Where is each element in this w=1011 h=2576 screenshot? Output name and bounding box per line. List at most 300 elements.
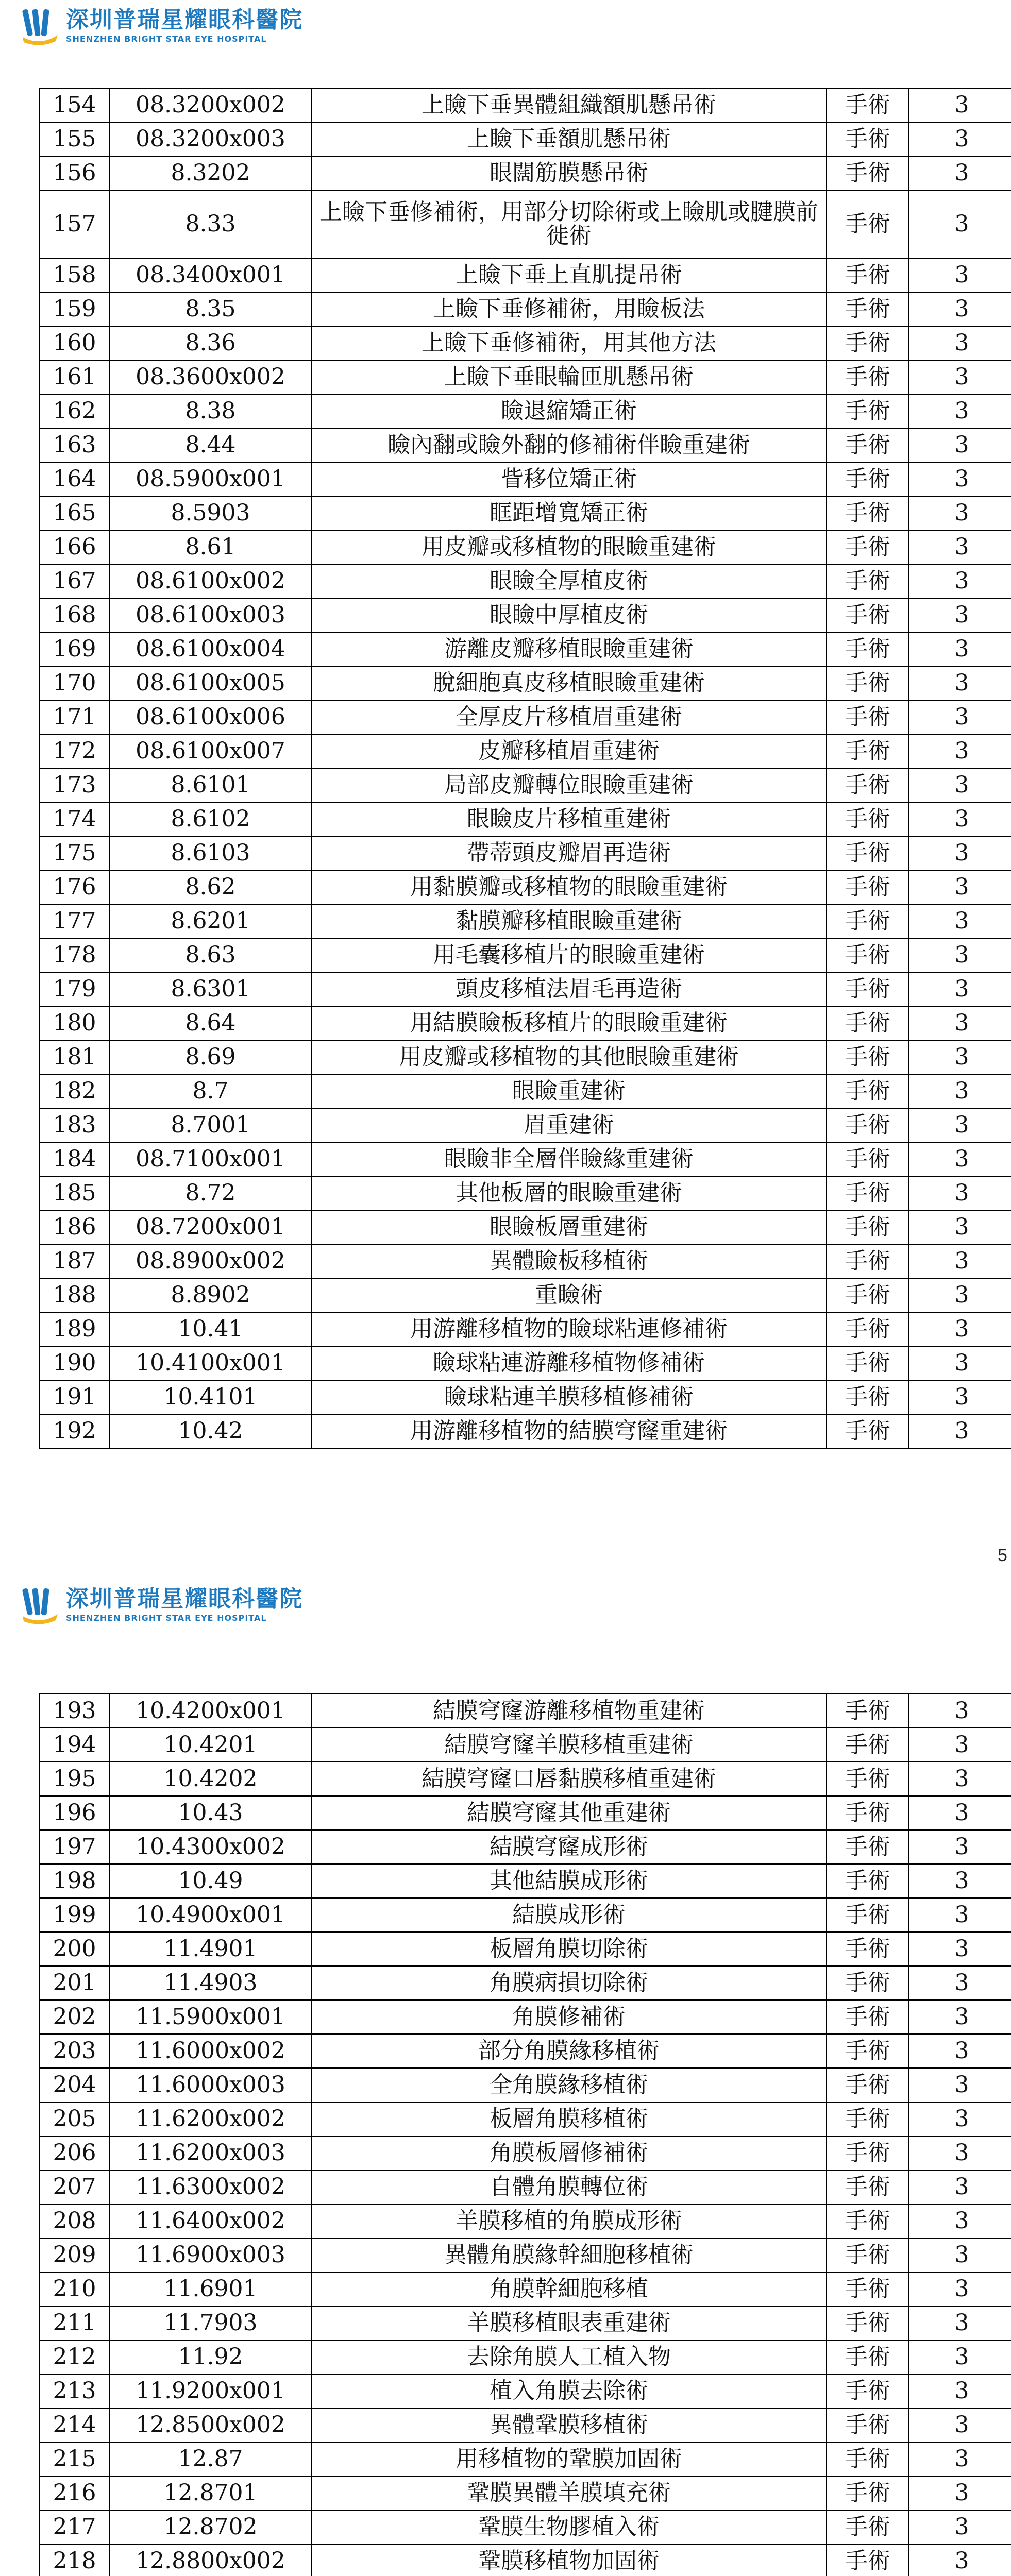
- procedure-name-cell: 眼瞼非全層伴瞼緣重建術: [311, 1142, 827, 1176]
- procedure-name-cell: 植入角膜去除術: [311, 2374, 827, 2408]
- procedure-code-cell: 11.6400x002: [110, 2204, 311, 2238]
- procedure-code-cell: 10.4900x001: [110, 1898, 311, 1932]
- table-row: [39, 972, 1011, 1006]
- grade-cell: 3: [909, 190, 1011, 258]
- grade-cell: 3: [909, 734, 1011, 768]
- procedure-name-cell: 上瞼下垂上直肌提吊術: [311, 258, 827, 292]
- row-number-cell: 202: [39, 2000, 110, 2034]
- table-row: [39, 1346, 1011, 1380]
- category-cell: 手術: [827, 496, 909, 530]
- procedure-name-cell: 板層角膜移植術: [311, 2102, 827, 2136]
- table-row: [39, 122, 1011, 156]
- grade-cell: 3: [909, 156, 1011, 190]
- grade-cell: 3: [909, 1244, 1011, 1278]
- table-row: [39, 2272, 1011, 2306]
- category-cell: 手術: [827, 2000, 909, 2034]
- procedure-name-cell: 眼闊筋膜懸吊術: [311, 156, 827, 190]
- category-cell: 手術: [827, 1040, 909, 1074]
- category-cell: 手術: [827, 1074, 909, 1108]
- procedure-code-cell: 12.8701: [110, 2476, 311, 2510]
- grade-cell: 3: [909, 1966, 1011, 2000]
- category-cell: 手術: [827, 1898, 909, 1932]
- row-number-cell: 156: [39, 156, 110, 190]
- procedure-name-cell: 異體鞏膜移植術: [311, 2408, 827, 2442]
- category-cell: 手術: [827, 836, 909, 870]
- table-row: [39, 700, 1011, 734]
- procedure-name-cell: 全厚皮片移植眉重建術: [311, 700, 827, 734]
- table-row: [39, 904, 1011, 938]
- grade-cell: 3: [909, 1694, 1011, 1728]
- table-row: [39, 1864, 1011, 1898]
- category-cell: 手術: [827, 258, 909, 292]
- category-cell: 手術: [827, 734, 909, 768]
- row-number-cell: 201: [39, 1966, 110, 2000]
- procedure-code-cell: 12.8800x002: [110, 2544, 311, 2576]
- procedure-code-cell: 08.6100x004: [110, 632, 311, 666]
- row-number-cell: 177: [39, 904, 110, 938]
- grade-cell: 3: [909, 2204, 1011, 2238]
- category-cell: 手術: [827, 428, 909, 462]
- row-number-cell: 198: [39, 1864, 110, 1898]
- grade-cell: 3: [909, 1932, 1011, 1966]
- table-row: [39, 632, 1011, 666]
- row-number-cell: 186: [39, 1210, 110, 1244]
- category-cell: 手術: [827, 2408, 909, 2442]
- row-number-cell: 171: [39, 700, 110, 734]
- row-number-cell: 193: [39, 1694, 110, 1728]
- procedure-name-cell: 頭皮移植法眉毛再造術: [311, 972, 827, 1006]
- grade-cell: 3: [909, 564, 1011, 598]
- category-cell: 手術: [827, 88, 909, 122]
- table-row: [39, 1244, 1011, 1278]
- procedure-code-cell: 10.4101: [110, 1380, 311, 1414]
- grade-cell: 3: [909, 2238, 1011, 2272]
- procedure-code-cell: 8.7001: [110, 1108, 311, 1142]
- grade-cell: 3: [909, 802, 1011, 836]
- table-row: [39, 2306, 1011, 2340]
- table-row: [39, 734, 1011, 768]
- procedure-name-cell: 自體角膜轉位術: [311, 2170, 827, 2204]
- category-cell: 手術: [827, 156, 909, 190]
- logo-mark-icon: [20, 5, 61, 46]
- table-row: [39, 1176, 1011, 1210]
- grade-cell: 3: [909, 2102, 1011, 2136]
- grade-cell: 3: [909, 326, 1011, 360]
- procedure-code-cell: 8.7: [110, 1074, 311, 1108]
- table-row: [39, 1006, 1011, 1040]
- procedure-name-cell: 角膜修補術: [311, 2000, 827, 2034]
- procedure-code-cell: 8.6103: [110, 836, 311, 870]
- procedure-name-cell: 眉重建術: [311, 1108, 827, 1142]
- table-row: [39, 156, 1011, 190]
- procedure-name-cell: 上瞼下垂修補術，用其他方法: [311, 326, 827, 360]
- table-row: [39, 1898, 1011, 1932]
- row-number-cell: 181: [39, 1040, 110, 1074]
- procedure-code-cell: 12.87: [110, 2442, 311, 2476]
- category-cell: 手術: [827, 564, 909, 598]
- row-number-cell: 158: [39, 258, 110, 292]
- procedure-code-cell: 10.4300x002: [110, 1830, 311, 1864]
- grade-cell: 3: [909, 2340, 1011, 2374]
- table-row: [39, 1380, 1011, 1414]
- grade-cell: 3: [909, 88, 1011, 122]
- category-cell: 手術: [827, 1864, 909, 1898]
- procedure-code-cell: 08.7200x001: [110, 1210, 311, 1244]
- grade-cell: 3: [909, 530, 1011, 564]
- grade-cell: 3: [909, 666, 1011, 700]
- table-row: [39, 1694, 1011, 1728]
- category-cell: 手術: [827, 1796, 909, 1830]
- category-cell: 手術: [827, 2102, 909, 2136]
- table-row: [39, 2034, 1011, 2068]
- table-row: [39, 1278, 1011, 1312]
- procedure-name-cell: 結膜穹窿游離移植物重建術: [311, 1694, 827, 1728]
- category-cell: 手術: [827, 1176, 909, 1210]
- procedure-name-cell: 其他結膜成形術: [311, 1864, 827, 1898]
- procedure-code-cell: 8.62: [110, 870, 311, 904]
- row-number-cell: 179: [39, 972, 110, 1006]
- row-number-cell: 185: [39, 1176, 110, 1210]
- table-row: [39, 2442, 1011, 2476]
- page-number: 5: [998, 1546, 1007, 1565]
- category-cell: 手術: [827, 2204, 909, 2238]
- grade-cell: 3: [909, 2544, 1011, 2576]
- row-number-cell: 199: [39, 1898, 110, 1932]
- table-row: [39, 870, 1011, 904]
- grade-cell: 3: [909, 1142, 1011, 1176]
- grade-cell: 3: [909, 2068, 1011, 2102]
- procedure-code-cell: 11.6200x003: [110, 2136, 311, 2170]
- category-cell: 手術: [827, 1932, 909, 1966]
- row-number-cell: 209: [39, 2238, 110, 2272]
- table-row: [39, 2204, 1011, 2238]
- row-number-cell: 191: [39, 1380, 110, 1414]
- row-number-cell: 197: [39, 1830, 110, 1864]
- table-row: [39, 2408, 1011, 2442]
- table-row: [39, 1074, 1011, 1108]
- row-number-cell: 214: [39, 2408, 110, 2442]
- procedure-code-cell: 08.3400x001: [110, 258, 311, 292]
- procedure-code-cell: 08.3600x002: [110, 360, 311, 394]
- table-row: [39, 2340, 1011, 2374]
- procedure-name-cell: 結膜穹窿成形術: [311, 1830, 827, 1864]
- row-number-cell: 176: [39, 870, 110, 904]
- category-cell: 手術: [827, 394, 909, 428]
- row-number-cell: 213: [39, 2374, 110, 2408]
- procedure-name-cell: 角膜幹細胞移植: [311, 2272, 827, 2306]
- procedure-table: [39, 1693, 1011, 2576]
- procedure-code-cell: 11.9200x001: [110, 2374, 311, 2408]
- grade-cell: 3: [909, 2442, 1011, 2476]
- procedure-code-cell: 11.6901: [110, 2272, 311, 2306]
- grade-cell: 3: [909, 1898, 1011, 1932]
- category-cell: 手術: [827, 1210, 909, 1244]
- table-row: [39, 1108, 1011, 1142]
- row-number-cell: 194: [39, 1728, 110, 1762]
- row-number-cell: 196: [39, 1796, 110, 1830]
- category-cell: 手術: [827, 2476, 909, 2510]
- category-cell: 手術: [827, 2442, 909, 2476]
- procedure-name-cell: 用游離移植物的結膜穹窿重建術: [311, 1414, 827, 1448]
- grade-cell: 3: [909, 1176, 1011, 1210]
- procedure-name-cell: 異體角膜緣幹細胞移植術: [311, 2238, 827, 2272]
- row-number-cell: 163: [39, 428, 110, 462]
- table-row: [39, 360, 1011, 394]
- procedure-name-cell: 用結膜瞼板移植片的眼瞼重建術: [311, 1006, 827, 1040]
- table-row: [39, 462, 1011, 496]
- category-cell: 手術: [827, 938, 909, 972]
- row-number-cell: 195: [39, 1762, 110, 1796]
- category-cell: 手術: [827, 666, 909, 700]
- table-row: [39, 564, 1011, 598]
- table-row: [39, 2476, 1011, 2510]
- table-row: [39, 1414, 1011, 1448]
- table-row: [39, 530, 1011, 564]
- row-number-cell: 174: [39, 802, 110, 836]
- row-number-cell: 217: [39, 2510, 110, 2544]
- grade-cell: 3: [909, 836, 1011, 870]
- table-row: [39, 1762, 1011, 1796]
- procedure-code-cell: 8.6301: [110, 972, 311, 1006]
- grade-cell: 3: [909, 122, 1011, 156]
- procedure-code-cell: 11.6300x002: [110, 2170, 311, 2204]
- procedure-name-cell: 瞼內翻或瞼外翻的修補術伴瞼重建術: [311, 428, 827, 462]
- procedure-code-cell: 08.5900x001: [110, 462, 311, 496]
- grade-cell: 3: [909, 904, 1011, 938]
- procedure-name-cell: 其他板層的眼瞼重建術: [311, 1176, 827, 1210]
- procedure-name-cell: 用皮瓣或移植物的其他眼瞼重建術: [311, 1040, 827, 1074]
- row-number-cell: 157: [39, 190, 110, 258]
- grade-cell: 3: [909, 394, 1011, 428]
- procedure-code-cell: 11.7903: [110, 2306, 311, 2340]
- procedure-code-cell: 12.8702: [110, 2510, 311, 2544]
- category-cell: 手術: [827, 292, 909, 326]
- procedure-code-cell: 11.6000x002: [110, 2034, 311, 2068]
- procedure-code-cell: 08.8900x002: [110, 1244, 311, 1278]
- procedure-code-cell: 8.38: [110, 394, 311, 428]
- row-number-cell: 211: [39, 2306, 110, 2340]
- category-cell: 手術: [827, 1278, 909, 1312]
- table-row: [39, 1728, 1011, 1762]
- row-number-cell: 218: [39, 2544, 110, 2576]
- procedure-code-cell: 8.35: [110, 292, 311, 326]
- procedure-code-cell: 8.69: [110, 1040, 311, 1074]
- row-number-cell: 210: [39, 2272, 110, 2306]
- table-row: [39, 394, 1011, 428]
- procedure-name-cell: 瞼球粘連游離移植物修補術: [311, 1346, 827, 1380]
- document-page-6: [0, 1561, 1011, 2576]
- category-cell: 手術: [827, 1108, 909, 1142]
- category-cell: 手術: [827, 530, 909, 564]
- grade-cell: 3: [909, 2374, 1011, 2408]
- row-number-cell: 172: [39, 734, 110, 768]
- procedure-code-cell: 10.43: [110, 1796, 311, 1830]
- table-row: [39, 802, 1011, 836]
- grade-cell: 3: [909, 360, 1011, 394]
- row-number-cell: 216: [39, 2476, 110, 2510]
- grade-cell: 3: [909, 1762, 1011, 1796]
- row-number-cell: 188: [39, 1278, 110, 1312]
- procedure-name-cell: 局部皮瓣轉位眼瞼重建術: [311, 768, 827, 802]
- row-number-cell: 159: [39, 292, 110, 326]
- table-row: [39, 292, 1011, 326]
- hospital-name-cn: 深圳普瑞星耀眼科醫院: [66, 1586, 303, 1612]
- grade-cell: 3: [909, 1830, 1011, 1864]
- procedure-code-cell: 08.6100x005: [110, 666, 311, 700]
- procedure-name-cell: 用黏膜瓣或移植物的眼瞼重建術: [311, 870, 827, 904]
- grade-cell: 3: [909, 870, 1011, 904]
- table-row: [39, 2374, 1011, 2408]
- category-cell: 手術: [827, 2374, 909, 2408]
- procedure-name-cell: 皮瓣移植眉重建術: [311, 734, 827, 768]
- grade-cell: 3: [909, 1108, 1011, 1142]
- row-number-cell: 161: [39, 360, 110, 394]
- table-row: [39, 938, 1011, 972]
- procedure-name-cell: 游離皮瓣移植眼瞼重建術: [311, 632, 827, 666]
- procedure-code-cell: 8.6101: [110, 768, 311, 802]
- row-number-cell: 166: [39, 530, 110, 564]
- row-number-cell: 182: [39, 1074, 110, 1108]
- procedure-code-cell: 8.36: [110, 326, 311, 360]
- table-row: [39, 428, 1011, 462]
- row-number-cell: 165: [39, 496, 110, 530]
- grade-cell: 3: [909, 1312, 1011, 1346]
- procedure-name-cell: 眼瞼全厚植皮術: [311, 564, 827, 598]
- row-number-cell: 164: [39, 462, 110, 496]
- grade-cell: 3: [909, 632, 1011, 666]
- procedure-code-cell: 10.4200x001: [110, 1694, 311, 1728]
- category-cell: 手術: [827, 122, 909, 156]
- procedure-code-cell: 12.8500x002: [110, 2408, 311, 2442]
- category-cell: 手術: [827, 2034, 909, 2068]
- procedure-name-cell: 上瞼下垂眼輪匝肌懸吊術: [311, 360, 827, 394]
- procedure-code-cell: 8.61: [110, 530, 311, 564]
- grade-cell: 3: [909, 1278, 1011, 1312]
- procedure-name-cell: 眼瞼板層重建術: [311, 1210, 827, 1244]
- procedure-code-cell: 8.33: [110, 190, 311, 258]
- category-cell: 手術: [827, 1966, 909, 2000]
- grade-cell: 3: [909, 1380, 1011, 1414]
- category-cell: 手術: [827, 1762, 909, 1796]
- procedure-code-cell: 08.6100x006: [110, 700, 311, 734]
- row-number-cell: 205: [39, 2102, 110, 2136]
- hospital-name-en: SHENZHEN BRIGHT STAR EYE HOSPITAL: [66, 1613, 267, 1623]
- category-cell: 手術: [827, 700, 909, 734]
- procedure-code-cell: 11.5900x001: [110, 2000, 311, 2034]
- row-number-cell: 215: [39, 2442, 110, 2476]
- row-number-cell: 155: [39, 122, 110, 156]
- grade-cell: 3: [909, 2510, 1011, 2544]
- category-cell: 手術: [827, 1312, 909, 1346]
- category-cell: 手術: [827, 870, 909, 904]
- grade-cell: 3: [909, 1006, 1011, 1040]
- table-row: [39, 1796, 1011, 1830]
- procedure-table: [39, 88, 1011, 1449]
- table-row: [39, 88, 1011, 122]
- category-cell: 手術: [827, 2340, 909, 2374]
- procedure-name-cell: 眼瞼重建術: [311, 1074, 827, 1108]
- category-cell: 手術: [827, 598, 909, 632]
- procedure-code-cell: 8.6102: [110, 802, 311, 836]
- procedure-name-cell: 鞏膜生物膠植入術: [311, 2510, 827, 2544]
- grade-cell: 3: [909, 2408, 1011, 2442]
- procedure-code-cell: 8.63: [110, 938, 311, 972]
- procedure-code-cell: 11.6000x003: [110, 2068, 311, 2102]
- procedure-code-cell: 8.6201: [110, 904, 311, 938]
- category-cell: 手術: [827, 462, 909, 496]
- row-number-cell: 200: [39, 1932, 110, 1966]
- procedure-name-cell: 眼瞼中厚植皮術: [311, 598, 827, 632]
- row-number-cell: 167: [39, 564, 110, 598]
- procedure-name-cell: 鞏膜移植物加固術: [311, 2544, 827, 2576]
- category-cell: 手術: [827, 802, 909, 836]
- procedure-code-cell: 08.3200x002: [110, 88, 311, 122]
- table-row: [39, 768, 1011, 802]
- grade-cell: 3: [909, 496, 1011, 530]
- procedure-name-cell: 結膜穹窿口唇黏膜移植重建術: [311, 1762, 827, 1796]
- table-row: [39, 836, 1011, 870]
- procedure-code-cell: 08.6100x002: [110, 564, 311, 598]
- procedure-code-cell: 10.4100x001: [110, 1346, 311, 1380]
- grade-cell: 3: [909, 2170, 1011, 2204]
- category-cell: 手術: [827, 360, 909, 394]
- procedure-code-cell: 8.72: [110, 1176, 311, 1210]
- procedure-name-cell: 用移植物的鞏膜加固術: [311, 2442, 827, 2476]
- row-number-cell: 154: [39, 88, 110, 122]
- row-number-cell: 183: [39, 1108, 110, 1142]
- procedure-name-cell: 結膜穹窿羊膜移植重建術: [311, 1728, 827, 1762]
- category-cell: 手術: [827, 1346, 909, 1380]
- grade-cell: 3: [909, 1414, 1011, 1448]
- procedure-name-cell: 上瞼下垂額肌懸吊術: [311, 122, 827, 156]
- category-cell: 手術: [827, 190, 909, 258]
- category-cell: 手術: [827, 2510, 909, 2544]
- procedure-name-cell: 異體瞼板移植術: [311, 1244, 827, 1278]
- row-number-cell: 178: [39, 938, 110, 972]
- category-cell: 手術: [827, 1830, 909, 1864]
- table-row: [39, 190, 1011, 258]
- procedure-code-cell: 11.6900x003: [110, 2238, 311, 2272]
- category-cell: 手術: [827, 1414, 909, 1448]
- procedure-code-cell: 8.8902: [110, 1278, 311, 1312]
- procedure-code-cell: 08.7100x001: [110, 1142, 311, 1176]
- category-cell: 手術: [827, 2272, 909, 2306]
- grade-cell: 3: [909, 2136, 1011, 2170]
- procedure-name-cell: 羊膜移植的角膜成形術: [311, 2204, 827, 2238]
- grade-cell: 3: [909, 292, 1011, 326]
- category-cell: 手術: [827, 768, 909, 802]
- procedure-name-cell: 瞼球粘連羊膜移植修補術: [311, 1380, 827, 1414]
- procedure-name-cell: 上瞼下垂修補術，用部分切除術或上瞼肌或腱膜前徙術: [311, 190, 827, 258]
- procedure-code-cell: 11.4903: [110, 1966, 311, 2000]
- logo-mark-icon: [20, 1584, 61, 1625]
- row-number-cell: 175: [39, 836, 110, 870]
- row-number-cell: 187: [39, 1244, 110, 1278]
- grade-cell: 3: [909, 2272, 1011, 2306]
- grade-cell: 3: [909, 1864, 1011, 1898]
- category-cell: 手術: [827, 972, 909, 1006]
- procedure-name-cell: 角膜病損切除術: [311, 1966, 827, 2000]
- grade-cell: 3: [909, 700, 1011, 734]
- grade-cell: 3: [909, 598, 1011, 632]
- procedure-name-cell: 部分角膜緣移植術: [311, 2034, 827, 2068]
- category-cell: 手術: [827, 2136, 909, 2170]
- procedure-code-cell: 10.42: [110, 1414, 311, 1448]
- table-row: [39, 1966, 1011, 2000]
- table-row: [39, 2238, 1011, 2272]
- grade-cell: 3: [909, 768, 1011, 802]
- grade-cell: 3: [909, 1040, 1011, 1074]
